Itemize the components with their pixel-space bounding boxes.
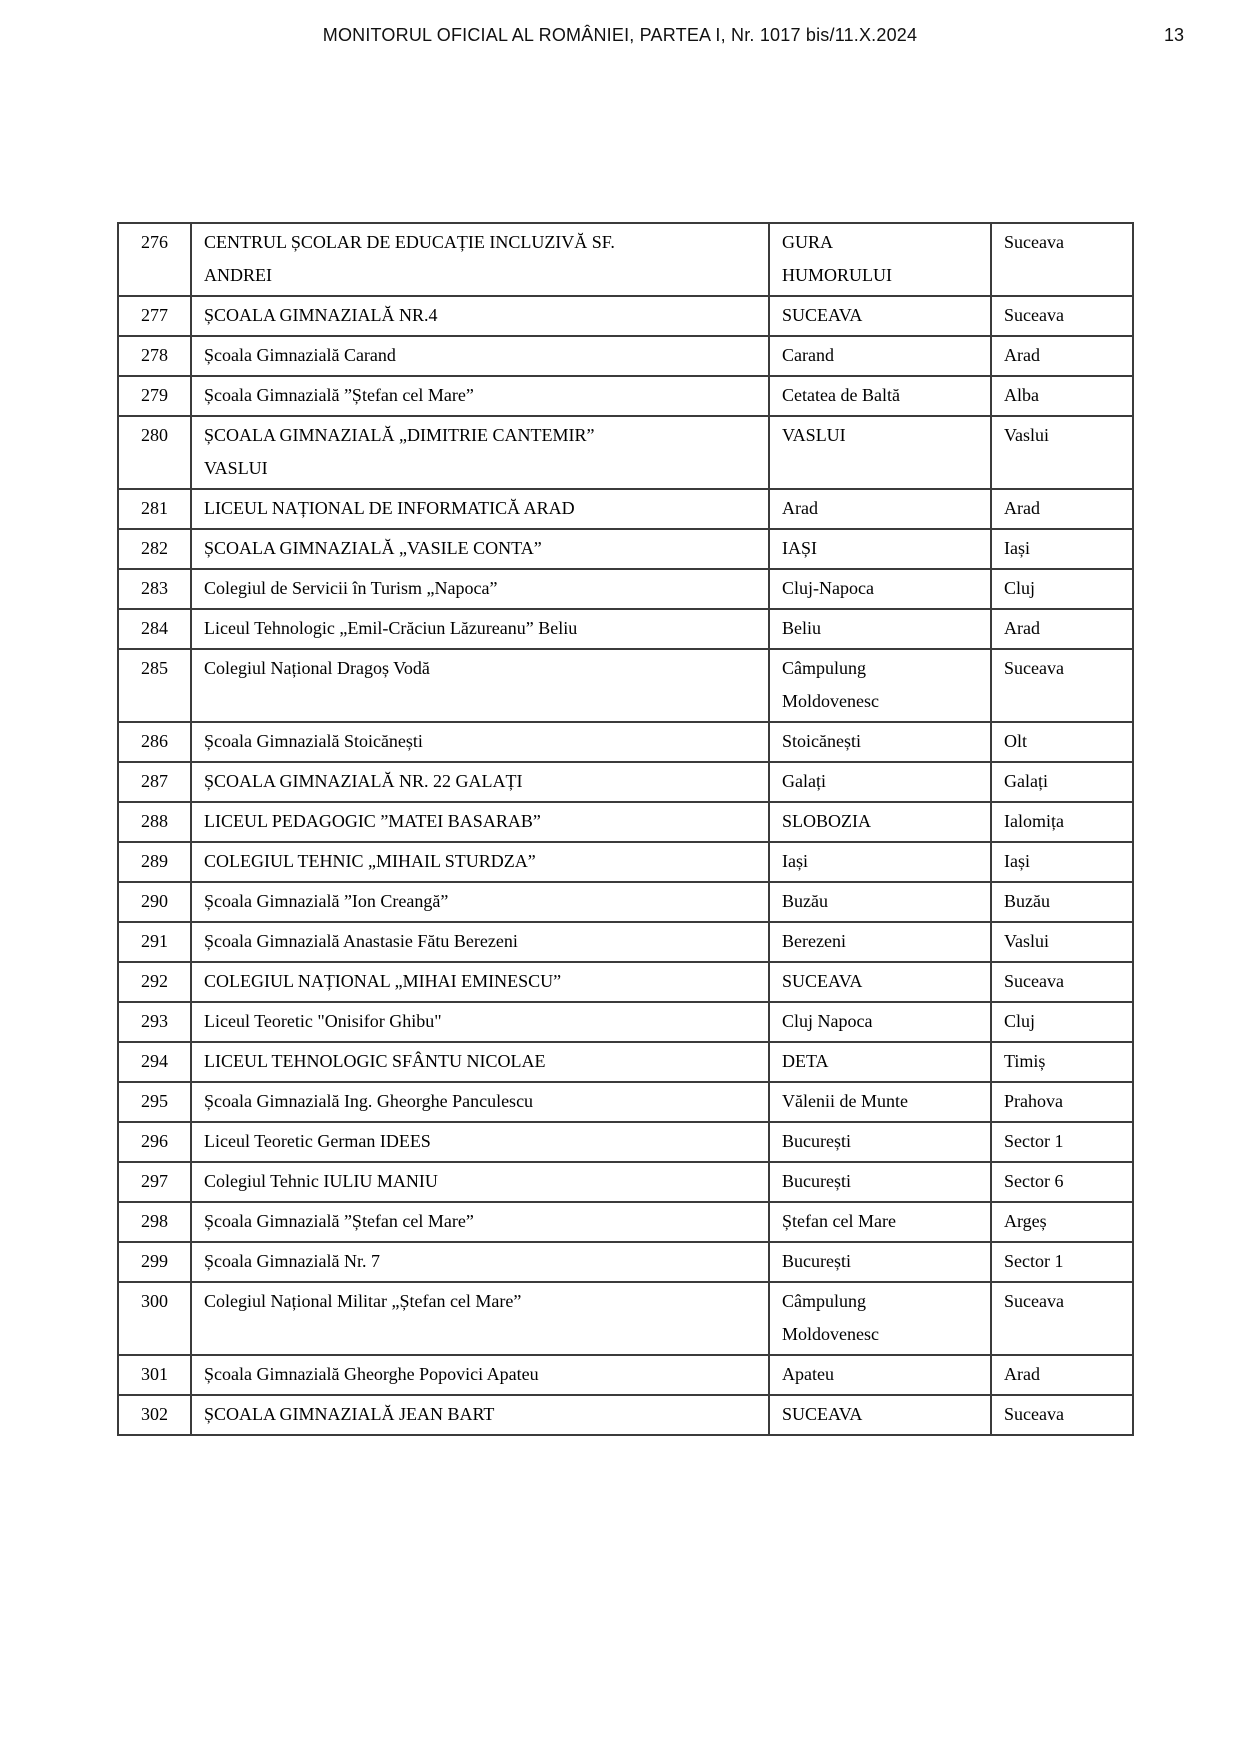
cell-line: LICEUL TEHNOLOGIC SFÂNTU NICOLAE (204, 1051, 546, 1071)
cell-line: SUCEAVA (782, 1404, 863, 1424)
cell-line: LICEUL PEDAGOGIC ”MATEI BASARAB” (204, 811, 541, 831)
cell-line: CENTRUL ȘCOLAR DE EDUCAȚIE INCLUZIVĂ SF. (204, 232, 615, 252)
county-cell (991, 1082, 1133, 1122)
cell-line: ȘCOALA GIMNAZIALĂ JEAN BART (204, 1404, 495, 1424)
row-number-cell (118, 296, 191, 336)
locality-cell (769, 336, 991, 376)
table-row (118, 762, 1133, 802)
school-name-cell (191, 1082, 769, 1122)
cell-line: Galați (1004, 771, 1048, 791)
cell-line: 296 (141, 1131, 168, 1151)
cell-line: București (782, 1251, 851, 1271)
cell-line: Cluj Napoca (782, 1011, 873, 1031)
table-row (118, 882, 1133, 922)
table-row (118, 489, 1133, 529)
row-number-cell (118, 722, 191, 762)
county-cell (991, 489, 1133, 529)
county-cell (991, 1242, 1133, 1282)
cell-line: 292 (141, 971, 168, 991)
row-number-cell (118, 802, 191, 842)
row-number-cell (118, 1002, 191, 1042)
county-cell (991, 1202, 1133, 1242)
school-name-cell (191, 569, 769, 609)
cell-line: Iași (782, 851, 808, 871)
cell-line: Timiș (1004, 1051, 1046, 1071)
row-number-cell (118, 1162, 191, 1202)
cell-line: 287 (141, 771, 168, 791)
cell-line: 294 (141, 1051, 168, 1071)
cell-line: 286 (141, 731, 168, 751)
table-row (118, 722, 1133, 762)
cell-line: Colegiul Tehnic IULIU MANIU (204, 1171, 438, 1191)
cell-line: 279 (141, 385, 168, 405)
table-row (118, 1122, 1133, 1162)
locality-cell (769, 1282, 991, 1355)
county-cell (991, 1282, 1133, 1355)
row-number-cell (118, 569, 191, 609)
cell-line: Apateu (782, 1364, 834, 1384)
locality-cell (769, 722, 991, 762)
cell-line: Liceul Teoretic German IDEES (204, 1131, 431, 1151)
cell-line: 289 (141, 851, 168, 871)
locality-cell (769, 922, 991, 962)
cell-line: Arad (1004, 345, 1040, 365)
row-number-cell (118, 609, 191, 649)
table-row (118, 1242, 1133, 1282)
cell-line: Stoicănești (782, 731, 861, 751)
cell-line: Suceava (1004, 1291, 1064, 1311)
school-name-cell (191, 296, 769, 336)
locality-cell (769, 1082, 991, 1122)
cell-line: Ialomița (1004, 811, 1064, 831)
cell-line: Câmpulung (782, 658, 866, 678)
county-cell (991, 1355, 1133, 1395)
page-number: 13 (1163, 25, 1184, 45)
cell-line: 285 (141, 658, 168, 678)
row-number-cell (118, 1202, 191, 1242)
row-number-cell (118, 922, 191, 962)
row-number-cell (118, 223, 191, 296)
row-number-cell (118, 1042, 191, 1082)
locality-cell (769, 489, 991, 529)
row-number-cell (118, 762, 191, 802)
locality-cell (769, 649, 991, 722)
cell-line: Vălenii de Munte (782, 1091, 908, 1111)
cell-line: SUCEAVA (782, 305, 863, 325)
cell-line: Sector 6 (1004, 1171, 1064, 1191)
cell-line: 291 (141, 931, 168, 951)
table-row (118, 1002, 1133, 1042)
cell-line: Arad (1004, 1364, 1040, 1384)
county-cell (991, 1122, 1133, 1162)
cell-line: ȘCOALA GIMNAZIALĂ NR. 22 GALAȚI (204, 771, 523, 791)
cell-line: Școala Gimnazială ”Ion Creangă” (204, 891, 449, 911)
locality-cell (769, 1042, 991, 1082)
cell-line: Sector 1 (1004, 1251, 1064, 1271)
cell-line: Cluj (1004, 1011, 1036, 1031)
school-name-cell (191, 609, 769, 649)
cell-line: Cluj (1004, 578, 1036, 598)
school-name-cell (191, 223, 769, 296)
table-row (118, 842, 1133, 882)
cell-line: 297 (141, 1171, 168, 1191)
table-row (118, 416, 1133, 489)
school-name-cell (191, 1355, 769, 1395)
row-number-cell (118, 1122, 191, 1162)
school-name-cell (191, 336, 769, 376)
cell-line: Arad (1004, 618, 1040, 638)
county-cell (991, 1162, 1133, 1202)
row-number-cell (118, 336, 191, 376)
cell-line: Școala Gimnazială Gheorghe Popovici Apateu (204, 1364, 539, 1384)
cell-line: SLOBOZIA (782, 811, 871, 831)
cell-line: VASLUI (204, 458, 268, 478)
cell-line: 281 (141, 498, 168, 518)
cell-line: IAȘI (782, 538, 817, 558)
table-row (118, 1202, 1133, 1242)
cell-line: HUMORULUI (782, 265, 892, 285)
cell-line: 284 (141, 618, 168, 638)
table-row (118, 1042, 1133, 1082)
cell-line: Suceava (1004, 658, 1064, 678)
cell-line: Cetatea de Baltă (782, 385, 900, 405)
cell-line: 300 (141, 1291, 168, 1311)
locality-cell (769, 569, 991, 609)
county-cell (991, 376, 1133, 416)
table-row (118, 1282, 1133, 1355)
locality-cell (769, 529, 991, 569)
cell-line: 278 (141, 345, 168, 365)
table-row (118, 1082, 1133, 1122)
cell-line: Iași (1004, 851, 1030, 871)
cell-line: Cluj-Napoca (782, 578, 874, 598)
cell-line: Moldovenesc (782, 1324, 879, 1344)
cell-line: 276 (141, 232, 168, 252)
school-name-cell (191, 762, 769, 802)
cell-line: Sector 1 (1004, 1131, 1064, 1151)
table-row (118, 569, 1133, 609)
row-number-cell (118, 416, 191, 489)
cell-line: 290 (141, 891, 168, 911)
cell-line: Colegiul Național Militar „Ștefan cel Mare” (204, 1291, 522, 1311)
table-row (118, 529, 1133, 569)
table-row (118, 1162, 1133, 1202)
cell-line: Berezeni (782, 931, 846, 951)
cell-line: Suceava (1004, 1404, 1064, 1424)
school-name-cell (191, 882, 769, 922)
county-cell (991, 296, 1133, 336)
row-number-cell (118, 529, 191, 569)
school-name-cell (191, 416, 769, 489)
school-name-cell (191, 1002, 769, 1042)
cell-line: 298 (141, 1211, 168, 1231)
school-name-cell (191, 722, 769, 762)
row-number-cell (118, 1082, 191, 1122)
cell-line: ȘCOALA GIMNAZIALĂ NR.4 (204, 305, 438, 325)
locality-cell (769, 1355, 991, 1395)
locality-cell (769, 1162, 991, 1202)
cell-line: Școala Gimnazială ”Ștefan cel Mare” (204, 1211, 474, 1231)
table-row (118, 1395, 1133, 1435)
cell-line: Câmpulung (782, 1291, 866, 1311)
cell-line: Alba (1004, 385, 1039, 405)
cell-line: Argeș (1004, 1211, 1047, 1231)
cell-line: Școala Gimnazială Ing. Gheorghe Panculescu (204, 1091, 534, 1111)
cell-line: Colegiul de Servicii în Turism „Napoca” (204, 578, 498, 598)
county-cell (991, 1395, 1133, 1435)
table-row (118, 223, 1133, 296)
locality-cell (769, 1122, 991, 1162)
school-name-cell (191, 1242, 769, 1282)
locality-cell (769, 882, 991, 922)
locality-cell (769, 762, 991, 802)
table-row (118, 1355, 1133, 1395)
cell-line: Prahova (1004, 1091, 1063, 1111)
row-number-cell (118, 962, 191, 1002)
locality-cell (769, 609, 991, 649)
cell-line: 288 (141, 811, 168, 831)
county-cell (991, 802, 1133, 842)
cell-line: 277 (141, 305, 168, 325)
cell-line: Arad (1004, 498, 1040, 518)
cell-line: București (782, 1171, 851, 1191)
cell-line: 280 (141, 425, 168, 445)
cell-line: 293 (141, 1011, 168, 1031)
cell-line: Colegiul Național Dragoș Vodă (204, 658, 430, 678)
row-number-cell (118, 1395, 191, 1435)
schools-table (117, 222, 1134, 1436)
locality-cell (769, 296, 991, 336)
cell-line: COLEGIUL TEHNIC „MIHAIL STURDZA” (204, 851, 536, 871)
header-title: MONITORUL OFICIAL AL ROMÂNIEI, PARTEA I, Nr. 1017 bis/11.X.2024 (322, 25, 918, 45)
locality-cell (769, 1395, 991, 1435)
cell-line: Școala Gimnazială Nr. 7 (204, 1251, 380, 1271)
locality-cell (769, 1002, 991, 1042)
school-name-cell (191, 1282, 769, 1355)
cell-line: 299 (141, 1251, 168, 1271)
locality-cell (769, 802, 991, 842)
locality-cell (769, 1242, 991, 1282)
school-name-cell (191, 376, 769, 416)
county-cell (991, 336, 1133, 376)
row-number-cell (118, 1242, 191, 1282)
table-row (118, 962, 1133, 1002)
county-cell (991, 569, 1133, 609)
locality-cell (769, 376, 991, 416)
cell-line: Carand (782, 345, 834, 365)
county-cell (991, 1042, 1133, 1082)
school-name-cell (191, 1122, 769, 1162)
table-row (118, 922, 1133, 962)
cell-line: Vaslui (1004, 931, 1049, 951)
county-cell (991, 842, 1133, 882)
school-name-cell (191, 489, 769, 529)
cell-line: 302 (141, 1404, 168, 1424)
cell-line: DETA (782, 1051, 829, 1071)
row-number-cell (118, 1355, 191, 1395)
locality-cell (769, 223, 991, 296)
cell-line: 283 (141, 578, 168, 598)
locality-cell (769, 1202, 991, 1242)
cell-line: SUCEAVA (782, 971, 863, 991)
school-name-cell (191, 529, 769, 569)
schools-table-body (118, 223, 1133, 1435)
locality-cell (769, 416, 991, 489)
row-number-cell (118, 649, 191, 722)
cell-line: Galați (782, 771, 826, 791)
table-row (118, 649, 1133, 722)
cell-line: Suceava (1004, 971, 1064, 991)
county-cell (991, 922, 1133, 962)
school-name-cell (191, 649, 769, 722)
county-cell (991, 529, 1133, 569)
cell-line: Iași (1004, 538, 1030, 558)
cell-line: Suceava (1004, 305, 1064, 325)
cell-line: ANDREI (204, 265, 272, 285)
cell-line: ȘCOALA GIMNAZIALĂ „DIMITRIE CANTEMIR” (204, 425, 595, 445)
cell-line: LICEUL NAȚIONAL DE INFORMATICĂ ARAD (204, 498, 575, 518)
table-row (118, 296, 1133, 336)
row-number-cell (118, 882, 191, 922)
cell-line: 301 (141, 1364, 168, 1384)
page-header (0, 25, 1240, 46)
county-cell (991, 609, 1133, 649)
cell-line: 282 (141, 538, 168, 558)
county-cell (991, 649, 1133, 722)
county-cell (991, 223, 1133, 296)
cell-line: VASLUI (782, 425, 846, 445)
cell-line: Buzău (782, 891, 828, 911)
county-cell (991, 882, 1133, 922)
row-number-cell (118, 1282, 191, 1355)
cell-line: Moldovenesc (782, 691, 879, 711)
school-name-cell (191, 962, 769, 1002)
cell-line: Suceava (1004, 232, 1064, 252)
school-name-cell (191, 1395, 769, 1435)
school-name-cell (191, 1042, 769, 1082)
cell-line: ȘCOALA GIMNAZIALĂ „VASILE CONTA” (204, 538, 542, 558)
table-row (118, 802, 1133, 842)
table-row (118, 336, 1133, 376)
school-name-cell (191, 1202, 769, 1242)
county-cell (991, 416, 1133, 489)
county-cell (991, 1002, 1133, 1042)
county-cell (991, 962, 1133, 1002)
cell-line: Școala Gimnazială Stoicănești (204, 731, 423, 751)
cell-line: București (782, 1131, 851, 1151)
table-row (118, 609, 1133, 649)
row-number-cell (118, 376, 191, 416)
row-number-cell (118, 842, 191, 882)
school-name-cell (191, 842, 769, 882)
table-row (118, 376, 1133, 416)
cell-line: Liceul Teoretic "Onisifor Ghibu" (204, 1011, 442, 1031)
school-name-cell (191, 802, 769, 842)
cell-line: COLEGIUL NAȚIONAL „MIHAI EMINESCU” (204, 971, 562, 991)
cell-line: Școala Gimnazială Anastasie Fătu Berezeni (204, 931, 518, 951)
cell-line: Școala Gimnazială ”Ștefan cel Mare” (204, 385, 474, 405)
cell-line: Beliu (782, 618, 821, 638)
county-cell (991, 722, 1133, 762)
cell-line: Liceul Tehnologic „Emil-Crăciun Lăzureanu” Beliu (204, 618, 578, 638)
cell-line: Buzău (1004, 891, 1050, 911)
cell-line: GURA (782, 232, 834, 252)
county-cell (991, 762, 1133, 802)
locality-cell (769, 842, 991, 882)
cell-line: Ștefan cel Mare (782, 1211, 896, 1231)
cell-line: Olt (1004, 731, 1028, 751)
school-name-cell (191, 922, 769, 962)
row-number-cell (118, 489, 191, 529)
cell-line: Școala Gimnazială Carand (204, 345, 396, 365)
cell-line: 295 (141, 1091, 168, 1111)
locality-cell (769, 962, 991, 1002)
cell-line: Vaslui (1004, 425, 1049, 445)
cell-line: Arad (782, 498, 818, 518)
school-name-cell (191, 1162, 769, 1202)
